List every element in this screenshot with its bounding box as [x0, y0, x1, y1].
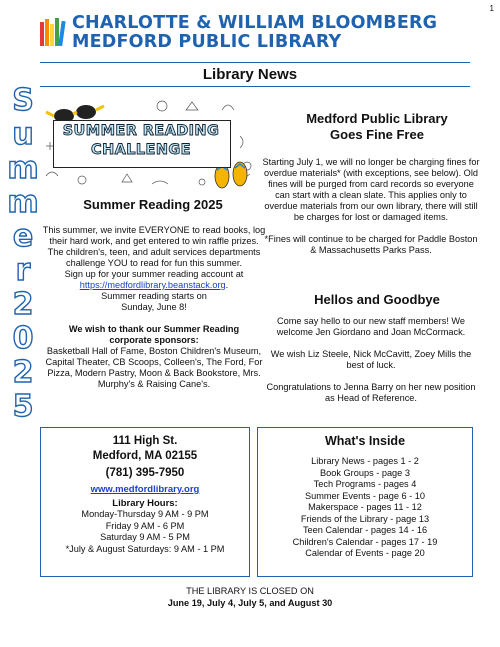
- contact-box: [40, 427, 250, 577]
- whats-inside-title: What's Inside: [324, 434, 406, 448]
- address-street: 111 High St.: [112, 435, 178, 447]
- summer-paragraph: This summer, we invite EVERYONE to read books, log their hard work, and get entered to win raffle prizes. The children's, teen, and adult services departments challenge YOU to read for fun this summer.: [42, 225, 266, 268]
- phone-number: (781) 395-7950: [105, 467, 185, 479]
- whats-inside-box: [257, 427, 473, 577]
- hellos-heading: Hellos and Goodbye: [314, 292, 440, 307]
- toc-item: Teen Calendar - pages 14 - 16: [302, 525, 428, 535]
- newsletter-title: Library News: [202, 66, 298, 83]
- fine-free-heading: [272, 111, 482, 143]
- toc-item: Summer Events - page 6 - 10: [304, 490, 425, 501]
- hours-title: Library Hours:: [112, 498, 178, 509]
- toc-item: Book Groups - page 3: [320, 467, 410, 478]
- toc-item: Makerspace - pages 11 - 12: [308, 502, 422, 512]
- banner-line2: CHALLENGE: [91, 142, 191, 158]
- closed-notice: [0, 586, 500, 609]
- side-letter: m: [7, 151, 39, 186]
- hours-row: Friday 9 AM - 6 PM: [105, 520, 185, 531]
- side-title-summer-2025: [6, 83, 40, 424]
- closed-dates: June 19, July 4, July 5, and August 30: [167, 597, 333, 608]
- summer-reading-heading: Summer Reading 2025: [83, 197, 223, 212]
- side-letter: 5: [12, 389, 34, 424]
- sponsors-list: Basketball Hall of Fame, Boston Children's Museum, Capital Theater, CB Scoops, Colleen's, The Ford, For Pizza, Modern Pastry, Moon & Back Bookstore, Mrs. Murphy's & Raising Cane's.: [45, 346, 263, 389]
- library-name-line1: CHARLOTTE & WILLIAM BLOOMBERG: [72, 13, 438, 33]
- hellos-welcome: Come say hello to our new staff members! We welcome Jen Giordano and Joan McCormack.: [276, 316, 466, 337]
- banner-line1: SUMMER READING: [62, 123, 220, 139]
- side-letter: 0: [12, 321, 34, 356]
- library-name-line2: MEDFORD PUBLIC LIBRARY: [72, 32, 342, 52]
- page-number: 1: [489, 4, 494, 13]
- fine-free-paragraph: Starting July 1, we will no longer be charging fines for overdue materials* (with exceptions, see below). Old fines will be purged from card records so everyone can start with a clean slate. This applies only to overdue materials from our own library, there will still be charges for lost or damaged items.: [262, 157, 480, 222]
- header-rule-top: [40, 62, 470, 63]
- fine-exceptions: *Fines will continue to be charged for Paddle Boston & Massachusetts Parks Pass.: [264, 234, 478, 255]
- banner-title: [53, 122, 229, 160]
- signup-label: Sign up for your summer reading account at: [64, 269, 244, 279]
- hours-row: Saturday 9 AM - 5 PM: [100, 532, 190, 542]
- beanstack-link[interactable]: https://medfordlibrary.beanstack.org: [79, 280, 226, 290]
- fine-free-heading-line2: Goes Fine Free: [330, 127, 424, 142]
- side-letter: r: [15, 253, 31, 288]
- side-letter: e: [12, 219, 34, 254]
- sponsors-heading-line2: corporate sponsors:: [109, 335, 199, 345]
- side-letter: m: [7, 185, 39, 220]
- library-logo-icon: [40, 16, 66, 46]
- fine-free-body: [262, 157, 480, 256]
- summer-reading-body: [42, 225, 266, 390]
- toc-item: Friends of the Library - page 13: [300, 513, 430, 524]
- website-link[interactable]: www.medfordlibrary.org: [90, 484, 200, 495]
- summer-reading-banner: [42, 96, 260, 190]
- side-letter: 2: [12, 287, 34, 322]
- sponsors-heading-line1: We wish to thank our Summer Reading: [68, 324, 240, 334]
- start-line: Summer reading starts on: [101, 291, 207, 301]
- signup-text: [42, 269, 266, 291]
- closed-notice-line1: THE LIBRARY IS CLOSED ON: [186, 586, 314, 596]
- hours-row: Monday-Thursday 9 AM - 9 PM: [81, 509, 209, 519]
- toc-item: Calendar of Events - page 20: [305, 548, 425, 558]
- toc-item: Tech Programs - pages 4: [313, 479, 417, 489]
- fine-free-heading-line1: Medford Public Library: [306, 111, 448, 126]
- hellos-farewell: We wish Liz Steele, Nick McCavitt, Zoey Mills the best of luck.: [270, 349, 472, 370]
- hellos-congrats: Congratulations to Jenna Barry on her new position as Head of Reference.: [266, 382, 476, 403]
- side-letter: 2: [12, 355, 34, 390]
- start-date: Sunday, June 8!: [121, 302, 187, 312]
- hellos-body: [262, 316, 480, 404]
- toc-item: Children's Calendar - pages 17 - 19: [292, 536, 438, 547]
- side-letter: u: [12, 117, 34, 152]
- signup-end: .: [225, 280, 229, 290]
- address-city: Medford, MA 02155: [92, 450, 198, 462]
- header-rule-bottom: [40, 86, 470, 87]
- toc-item: Library News - pages 1 - 2: [311, 456, 419, 466]
- side-letter: S: [12, 83, 34, 118]
- library-name: [72, 14, 437, 52]
- hours-row: *July & August Saturdays: 9 AM - 1 PM: [65, 543, 225, 554]
